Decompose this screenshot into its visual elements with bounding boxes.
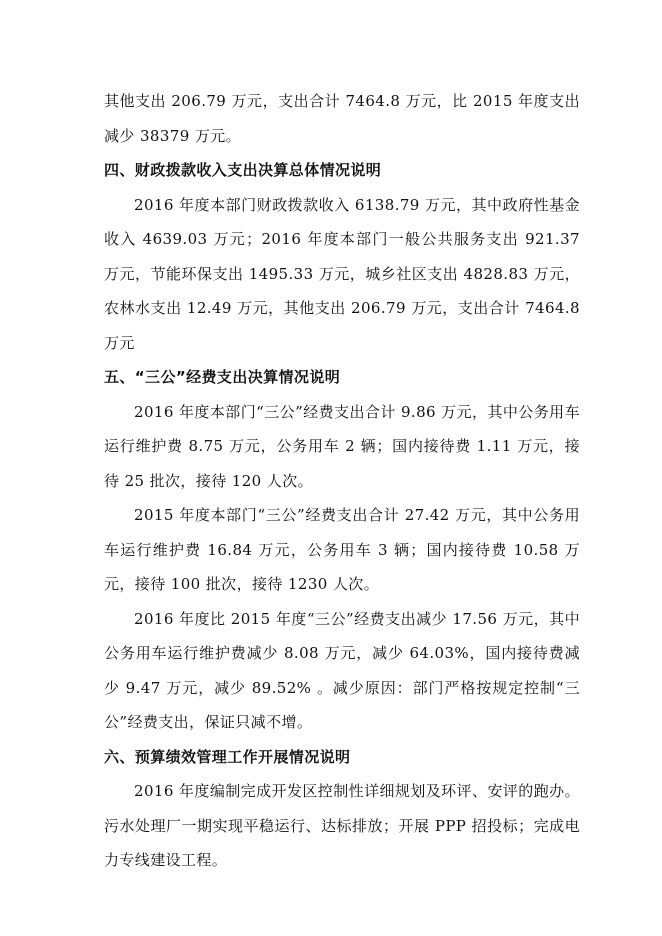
- paragraph-fiscal-appropriation: 2016 年度本部门财政拨款收入 6138.79 万元，其中政府性基金收入 4639.03 万元；2016 年度本部门一般公共服务支出 921.37 万元，节能环保支出 1495.33 万元，城乡社区支出 4828.83 万元，农林水支出 12.49 万元，其他支出 206.79 万元，支出合计 7464.8 万元: [104, 195, 580, 352]
- paragraph-performance-management: 2016 年度编制完成开发区控制性详细规划及环评、安评的跑办。污水处理厂一期实现平稳运行、达标排放；开展 PPP 招投标；完成电力专线建设工程。: [104, 782, 580, 869]
- document-body: [104, 84, 580, 878]
- paragraph-three-public-2016: 2016 年度本部门“三公”经费支出合计 9.86 万元，其中公务用车运行维护费 8.75 万元，公务用车 2 辆；国内接待费 1.11 万元，接待 25 批次，接待 120 人次。: [104, 402, 580, 490]
- paragraph-expenditure-summary: 其他支出 206.79 万元，支出合计 7464.8 万元，比 2015 年度支出减少 38379 万元。: [104, 92, 580, 145]
- section-heading-6: 六、预算绩效管理工作开展情况说明: [104, 747, 351, 766]
- paragraph-three-public-comparison: 2016 年度比 2015 年度“三公”经费支出减少 17.56 万元，其中公务用车运行维护费减少 8.08 万元，减少 64.03%，国内接待费减少 9.47 万元，减少 89.52% 。减少原因：部门严格按规定控制“三公”经费支出，保证只减不增。: [104, 609, 580, 731]
- section-heading-4: 四、财政拨款收入支出决算总体情况说明: [104, 161, 382, 179]
- section-heading-5: 五、“三公”经费支出决算情况说明: [104, 368, 341, 386]
- paragraph-three-public-2015: 2015 年度本部门“三公”经费支出合计 27.42 万元，其中公务用车运行维护费 16.84 万元，公务用车 3 辆；国内接待费 10.58 万元，接待 100 批次，接待 1230 人次。: [104, 506, 580, 593]
